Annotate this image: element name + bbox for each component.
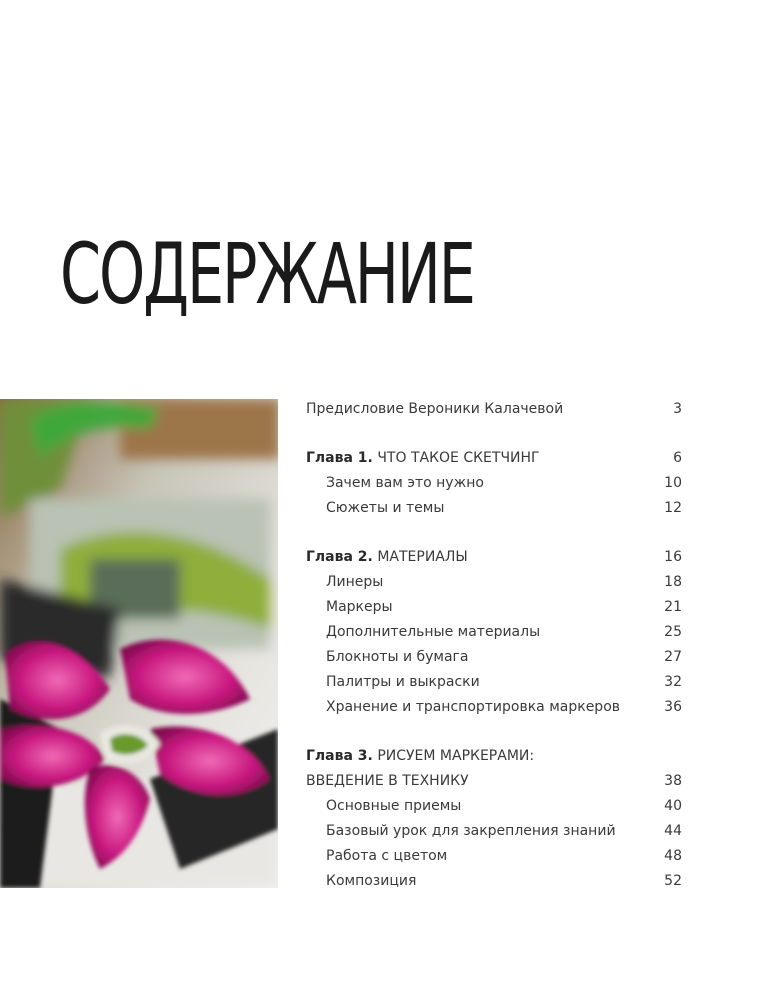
toc-entry[interactable] <box>306 695 682 720</box>
toc-page-number: 36 <box>664 699 682 715</box>
toc-page-number: 48 <box>664 848 682 864</box>
toc-entry[interactable] <box>306 670 682 695</box>
toc-page-number: 3 <box>673 401 682 417</box>
toc-entry[interactable] <box>306 645 682 670</box>
toc-page-number: 10 <box>664 475 682 491</box>
toc-page-number: 21 <box>664 599 682 615</box>
toc-entry[interactable] <box>306 595 682 620</box>
chapter-label: Глава 2. <box>306 549 373 565</box>
toc-entry-title: Линеры <box>326 574 384 590</box>
toc-page-number: 44 <box>664 823 682 839</box>
toc-entry-title: Хранение и транспортировка маркеров <box>326 699 621 715</box>
toc-page-number: 12 <box>664 500 682 516</box>
orchid-marker-sketch-photo <box>0 399 278 888</box>
toc-entry-title: Маркеры <box>326 599 393 615</box>
toc-entry[interactable] <box>306 570 682 595</box>
toc-chapter-3-title-continued[interactable] <box>306 769 682 794</box>
toc-entry-title: Палитры и выкраски <box>326 674 480 690</box>
toc-page-number: 32 <box>664 674 682 690</box>
toc-entry[interactable] <box>306 869 682 894</box>
toc-page-number: 18 <box>664 574 682 590</box>
toc-chapter-2[interactable] <box>306 545 682 570</box>
toc-page-number: 6 <box>673 450 682 466</box>
toc-chapter-1[interactable] <box>306 446 682 471</box>
toc-entry-title: Композиция <box>326 873 417 889</box>
toc-page-number: 52 <box>664 873 682 889</box>
toc-chapter-3[interactable] <box>306 744 682 769</box>
toc-page-number: 16 <box>664 549 682 565</box>
chapter-title: МАТЕРИАЛЫ <box>377 549 468 565</box>
toc-entry-title: Дополнительные материалы <box>326 624 541 640</box>
toc-entry[interactable] <box>306 844 682 869</box>
toc-entry-title: Блокноты и бумага <box>326 649 469 665</box>
toc-entry[interactable] <box>306 496 682 521</box>
toc-page-number: 40 <box>664 798 682 814</box>
chapter-title: РИСУЕМ МАРКЕРАМИ: <box>377 748 535 764</box>
toc-entry-title: Основные приемы <box>326 798 462 814</box>
toc-entry-foreword[interactable] <box>306 397 682 422</box>
table-of-contents <box>306 397 682 894</box>
toc-entry-title: Сюжеты и темы <box>326 500 445 516</box>
page-title: СОДЕРЖАНИЕ <box>60 225 474 323</box>
toc-page-number: 27 <box>664 649 682 665</box>
toc-entry-title: Работа с цветом <box>326 848 448 864</box>
chapter-label: Глава 1. <box>306 450 373 466</box>
toc-entry[interactable] <box>306 819 682 844</box>
toc-entry-title: Предисловие Вероники Калачевой <box>306 401 564 417</box>
chapter-title: ВВЕДЕНИЕ В ТЕХНИКУ <box>306 773 469 789</box>
toc-entry[interactable] <box>306 471 682 496</box>
toc-entry[interactable] <box>306 794 682 819</box>
toc-entry-title: Базовый урок для закрепления знаний <box>326 823 616 839</box>
toc-page-number: 25 <box>664 624 682 640</box>
toc-entry[interactable] <box>306 620 682 645</box>
toc-page-number: 38 <box>664 773 682 789</box>
chapter-label: Глава 3. <box>306 748 373 764</box>
chapter-title: ЧТО ТАКОЕ СКЕТЧИНГ <box>377 450 540 466</box>
toc-entry-title: Зачем вам это нужно <box>326 475 484 491</box>
